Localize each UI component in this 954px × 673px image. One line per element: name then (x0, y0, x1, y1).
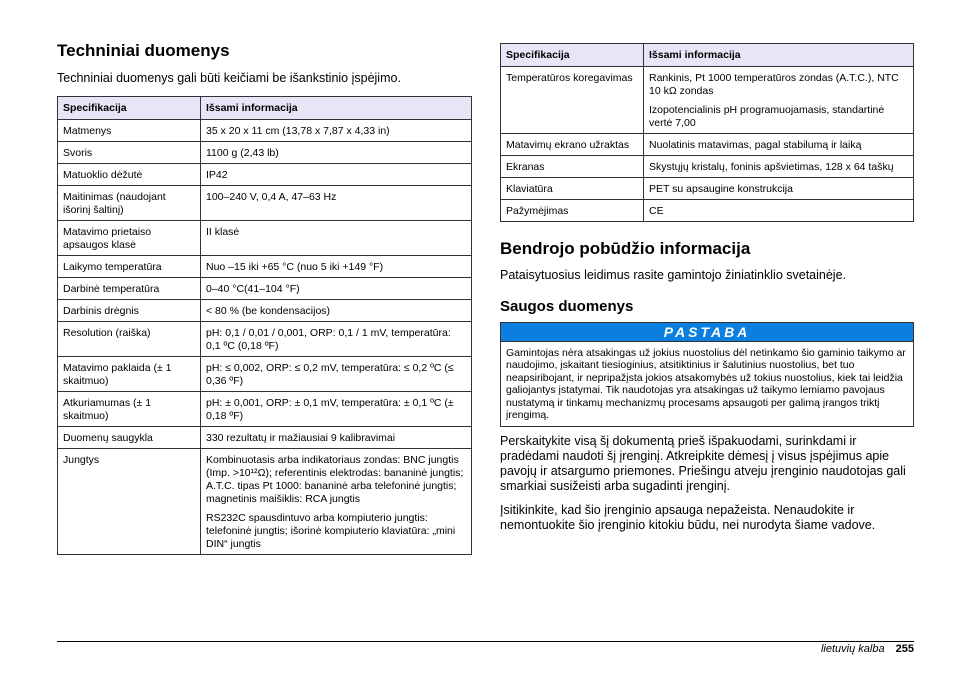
table-row (58, 357, 472, 392)
table-row (58, 221, 472, 256)
info-cell (201, 186, 472, 221)
spec-cell: Matmenys (58, 120, 201, 142)
spec-table-right-body (501, 67, 914, 222)
note-label: PASTABA (500, 322, 914, 342)
table-row (501, 134, 914, 156)
info-cell (201, 392, 472, 427)
info-text: < 80 % (be kondensacijos) (206, 305, 331, 317)
table-row (58, 142, 472, 164)
spec-table-left (57, 96, 472, 555)
spec-table-right (500, 43, 914, 222)
info-cell (644, 67, 914, 134)
spec-cell: Matavimo paklaida (± 1 skaitmuo) (58, 357, 201, 392)
spec-table-left-body (58, 120, 472, 555)
table-row (58, 278, 472, 300)
spec-cell: Klaviatūra (501, 178, 644, 200)
table-row (58, 256, 472, 278)
table-row (58, 120, 472, 142)
section-title-general: Bendrojo pobūdžio informacija (500, 239, 751, 258)
spec-cell: Matavimo prietaiso apsaugos klasė (58, 221, 201, 256)
safety-paragraph-1: Perskaitykite visą šį dokumentą prieš išpakuodami, surinkdami ir pradėdami naudoti šį įrenginį. Atkreipkite dėmesį į visus įspėjimus apie pavojų ir atsargumo priemones. Priešingu atveju įrenginio naudotojas gali smarkiai susižeisti arba sugadinti įrenginį. (500, 434, 906, 494)
spec-cell: Laikymo temperatūra (58, 256, 201, 278)
info-cell (201, 322, 472, 357)
table-row (58, 322, 472, 357)
info-cell (644, 156, 914, 178)
page-number: 255 (895, 643, 914, 655)
info-cell (201, 164, 472, 186)
table-row (501, 156, 914, 178)
info-text: II klasė (206, 226, 240, 238)
left-column (57, 41, 472, 555)
info-cell (644, 134, 914, 156)
header-spec: Specifikacija (58, 97, 201, 120)
spec-cell: Duomenų saugykla (58, 427, 201, 449)
footer (821, 643, 914, 655)
table-row (58, 300, 472, 322)
info-text: Skystųjų kristalų, foninis apšvietimas, 128 x 64 taškų (649, 161, 894, 173)
info-cell (201, 142, 472, 164)
spec-cell: Temperatūros koregavimas (501, 67, 644, 134)
spec-cell: Ekranas (501, 156, 644, 178)
spec-cell: Svoris (58, 142, 201, 164)
general-text: Pataisytuosius leidimus rasite gamintojo žiniatinklio svetainėje. (500, 268, 847, 282)
table-row (58, 186, 472, 221)
info-text: Nuolatinis matavimas, pagal stabilumą ir laiką (649, 139, 862, 151)
table-header-row (501, 44, 914, 67)
info-cell (201, 120, 472, 142)
info-text: pH: ± 0,001, ORP: ± 0,1 mV, temperatūra: ± 0,1 ºC (± 0,18 ºF) (206, 397, 454, 422)
table-row (58, 164, 472, 186)
info-cell (201, 278, 472, 300)
info-text: Kombinuotasis arba indikatoriaus zondas: BNC jungtis (Imp. >10¹²Ω); referentinis elektrodas: bananinė jungtis; A.T.C. tipas Pt 1000: bananinė arba telefoninė jungtis; magnetinis maišiklis: RCA jungtis (206, 454, 464, 505)
table-row (501, 178, 914, 200)
spec-cell: Darbinis drėgnis (58, 300, 201, 322)
info-text: 0–40 °C(41–104 °F) (206, 283, 300, 295)
info-cell (644, 178, 914, 200)
info-cell (644, 200, 914, 222)
info-text: Izopotencialinis pH programuojamasis, standartinė vertė 7,00 (649, 104, 885, 129)
info-text: Nuo –15 iki +65 °C (nuo 5 iki +149 °F) (206, 261, 384, 273)
info-cell (201, 256, 472, 278)
table-row (58, 449, 472, 555)
header-info: Išsami informacija (644, 44, 914, 67)
spec-cell: Matavimų ekrano užraktas (501, 134, 644, 156)
spec-cell: Darbinė temperatūra (58, 278, 201, 300)
spec-cell: Atkuriamumas (± 1 skaitmuo) (58, 392, 201, 427)
info-text: 35 x 20 x 11 cm (13,78 x 7,87 x 4,33 in) (206, 125, 390, 137)
header-spec: Specifikacija (501, 44, 644, 67)
info-cell (201, 357, 472, 392)
spec-cell: Jungtys (58, 449, 201, 555)
info-cell (201, 427, 472, 449)
spec-cell: Maitinimas (naudojant išorinį šaltinį) (58, 186, 201, 221)
info-cell (201, 449, 472, 555)
spec-cell: Matuoklio dėžutė (58, 164, 201, 186)
info-text: RS232C spausdintuvo arba kompiuterio jungtis: telefoninė jungtis; išorinė kompiuterio klaviatūra: „mini DIN“ jungtis (206, 512, 456, 550)
info-text: 330 rezultatų ir mažiausiai 9 kalibravimai (206, 432, 396, 444)
note-text: Gamintojas nėra atsakingas už jokius nuostolius dėl netinkamo šio gaminio taikymo ar naudojimo, įskaitant tiesioginius, atsitiktinius ir šalutinius nuostolius, bet tuo neapsiribojant, ir nepripažįsta jokios atsakomybės už tokius nuostolius, kiek tai leidžia galiojantys įstatymai. Tik naudotojas yra atsakingas už taikymo lemiamo pavojaus nustatymą ir tinkamų mechanizmų procesams apsaugoti per galimą įrangos triktį įrengimą. (500, 342, 914, 427)
info-text: pH: 0,1 / 0,01 / 0,001, ORP: 0,1 / 1 mV, temperatūra: 0,1 ºC (0,18 ºF) (206, 327, 451, 352)
table-header-row (58, 97, 472, 120)
info-text: PET su apsaugine konstrukcija (649, 183, 793, 195)
section-title-safety: Saugos duomenys (500, 298, 634, 315)
table-row (58, 427, 472, 449)
footer-divider (57, 641, 914, 642)
safety-paragraph-2: Įsitikinkite, kad šio įrenginio apsauga nepažeista. Nenaudokite ir nemontuokite šio įrenginio kitokiu būdu, nei nurodyta šiame vadove. (500, 503, 876, 533)
info-text: pH: ≤ 0,002, ORP: ≤ 0,2 mV, temperatūra: ≤ 0,2 ºC (≤ 0,36 ºF) (206, 362, 454, 387)
spec-cell: Pažymėjimas (501, 200, 644, 222)
info-text: 100–240 V, 0,4 A, 47–63 Hz (206, 191, 337, 203)
info-cell (201, 300, 472, 322)
table-row (58, 392, 472, 427)
header-info: Išsami informacija (201, 97, 472, 120)
info-cell (201, 221, 472, 256)
info-text: Rankinis, Pt 1000 temperatūros zondas (A.T.C.), NTC 10 kΩ zondas (649, 72, 899, 97)
note-box (500, 322, 914, 427)
table-row (501, 67, 914, 134)
table-row (501, 200, 914, 222)
intro-text: Techniniai duomenys gali būti keičiami be išankstinio įspėjimo. (57, 71, 401, 85)
section-title-technical-data: Techniniai duomenys (57, 41, 230, 60)
info-text: CE (649, 205, 664, 217)
info-text: IP42 (206, 169, 228, 181)
info-text: 1100 g (2,43 lb) (206, 147, 279, 159)
right-column (500, 43, 914, 533)
footer-language: lietuvių kalba (820, 643, 885, 655)
spec-cell: Resolution (raiška) (58, 322, 201, 357)
